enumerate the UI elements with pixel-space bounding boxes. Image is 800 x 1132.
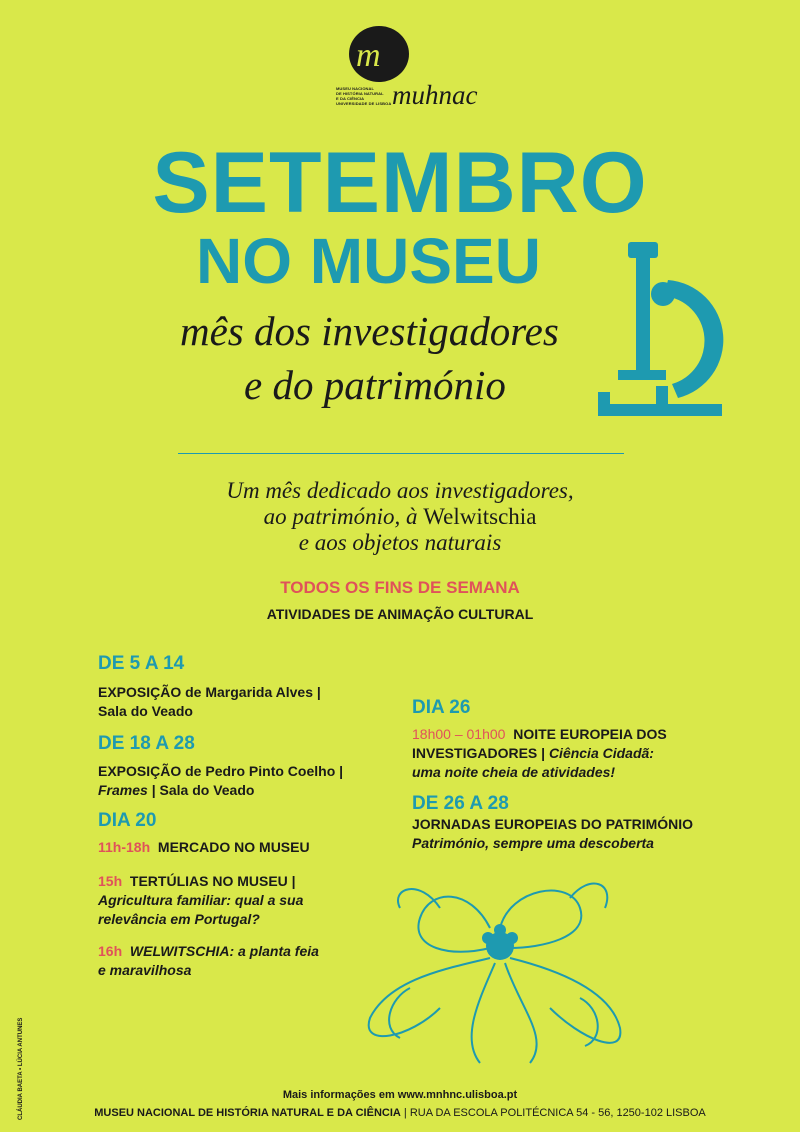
date-heading-dia-26: DIA 26 (412, 697, 471, 718)
welwitschia-flower-icon (350, 868, 630, 1068)
date-heading-18-28: DE 18 A 28 (98, 733, 195, 754)
date-heading-26-28: DE 26 A 28 (412, 793, 509, 814)
event-exposicao-pedro: EXPOSIÇÃO de Pedro Pinto Coelho | Frames | Sala do Veado (98, 763, 344, 798)
date-heading-dia-20: DIA 20 (98, 810, 157, 831)
event-tertulias: 15h TERTÚLIAS NO MUSEU | Agricultura familiar: qual a sua relevância em Portugal? (98, 873, 304, 927)
weekends-heading: TODOS OS FINS DE SEMANA (280, 578, 520, 597)
website-link[interactable]: www.mnhnc.ulisboa.pt (397, 1089, 518, 1101)
microscope-icon (598, 236, 728, 432)
event-exposicao-margarida: EXPOSIÇÃO de Margarida Alves | Sala do Veado (98, 684, 321, 719)
date-heading-5-14: DE 5 A 14 (98, 653, 185, 674)
logo-institution-text: MUSEU NACIONAL DE HISTÓRIA NATURAL E DA CIÊNCIA UNIVERSIDADE DE LISBOA (336, 86, 392, 106)
cultural-heading: ATIVIDADES DE ANIMAÇÃO CULTURAL (266, 606, 534, 622)
subtitle-line-1: mês dos investigadores (180, 308, 559, 354)
more-info: Mais informações em www.mnhnc.ulisboa.pt (282, 1089, 518, 1101)
event-welwitschia: 16h WELWITSCHIA: a planta feia e maravilhosa (98, 943, 319, 978)
museum-logo-icon (346, 24, 412, 84)
logo-wordmark: muhnac (392, 80, 478, 110)
title-no-museu: NO MUSEU (196, 225, 541, 297)
event-mercado: 11h-18h MERCADO NO MUSEU (98, 839, 310, 855)
design-credit: CLÁUDIA BAETA • LÚCIA ANTUNES (18, 1017, 24, 1120)
subtitle-line-2: e do património (244, 362, 506, 408)
title-setembro: SETEMBRO (152, 135, 648, 231)
event-jornadas: JORNADAS EUROPEIAS DO PATRIMÓNIO Património, sempre uma descoberta (412, 816, 694, 851)
intro-text: Um mês dedicado aos investigadores, ao património, à Welwitschia e aos objetos naturais (226, 478, 574, 555)
svg-text:m: m (356, 37, 381, 74)
event-noite-europeia: 18h00 – 01h00 NOITE EUROPEIA DOS INVESTIGADORES | Ciência Cidadã: uma noite cheia de atividades! (412, 726, 667, 780)
museum-address: MUSEU NACIONAL DE HISTÓRIA NATURAL E DA CIÊNCIA | RUA DA ESCOLA POLITÉCNICA 54 - 56, 1250-102 LISBOA (94, 1107, 706, 1119)
divider (178, 453, 624, 454)
